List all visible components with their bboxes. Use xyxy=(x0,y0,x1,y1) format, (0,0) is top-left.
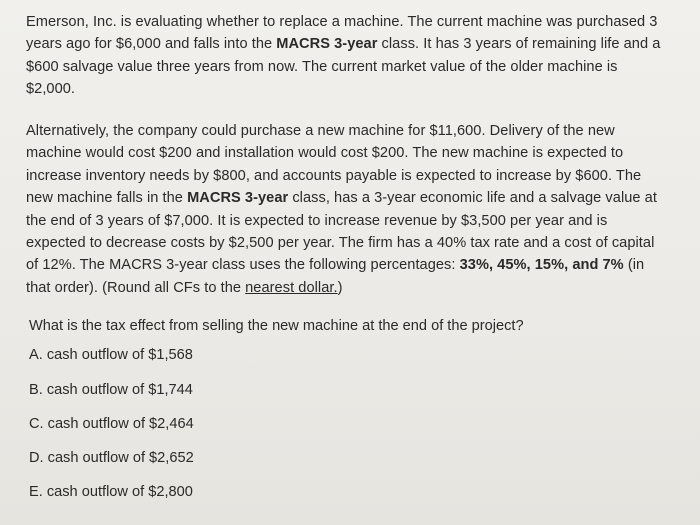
text-run: class, has a 3-year economic life and a salvage value at xyxy=(288,190,657,207)
paragraph-line xyxy=(26,11,686,33)
text-run: $2,000. xyxy=(26,81,76,98)
paragraph-line xyxy=(26,187,686,209)
text-run: machine would cost $200 and installation would cost $200. The new machine is expected to xyxy=(26,145,624,162)
paragraph-line xyxy=(26,210,686,232)
answer-choice-d[interactable]: D. cash outflow of $2,652 xyxy=(29,450,194,466)
paragraph-line xyxy=(26,254,686,276)
text-run: (in xyxy=(623,257,645,274)
answer-choice-b[interactable]: B. cash outflow of $1,744 xyxy=(29,382,193,398)
paragraph-line xyxy=(26,232,686,254)
text-run: class. It has 3 years of remaining life and a xyxy=(377,36,661,53)
text-run: Alternatively, the company could purchase a new machine for $11,600. Delivery of the new xyxy=(26,123,615,139)
text-run: ) xyxy=(337,279,343,296)
text-run: years ago for $6,000 and falls into the xyxy=(26,36,277,53)
paragraph-line xyxy=(26,56,686,78)
problem-paragraph-1 xyxy=(26,11,686,101)
text-run: increase inventory needs by $800, and accounts payable is expected to increase by $600. The xyxy=(26,167,642,184)
paragraph-line xyxy=(26,277,686,299)
question-text: What is the tax effect from selling the new machine at the end of the project? xyxy=(29,318,524,334)
text-run: new machine falls in the xyxy=(26,190,188,207)
emphasis-text: 33%, 45%, 15%, and 7% xyxy=(459,257,624,274)
paragraph-line xyxy=(26,78,686,100)
text-run: $600 salvage value three years from now. The current market value of the older machine is xyxy=(26,58,618,75)
underlined-text: nearest dollar. xyxy=(245,279,338,296)
text-run: of 12%. The MACRS 3-year class uses the following percentages: xyxy=(26,257,460,274)
text-run: Emerson, Inc. is evaluating whether to replace a machine. The current machine was purchased 3 xyxy=(26,14,658,30)
text-run: expected to decrease costs by $2,500 per year. The firm has a 40% tax rate and a cost of capital xyxy=(26,235,655,252)
answer-choice-a[interactable]: A. cash outflow of $1,568 xyxy=(29,347,193,363)
text-run: that order). (Round all CFs to the xyxy=(26,279,246,296)
paragraph-line xyxy=(26,165,686,187)
emphasis-text: MACRS 3-year xyxy=(276,36,378,53)
problem-paragraph-2 xyxy=(26,120,686,299)
paragraph-line xyxy=(26,33,686,55)
answer-choice-c[interactable]: C. cash outflow of $2,464 xyxy=(29,416,194,432)
paragraph-line xyxy=(26,120,686,142)
emphasis-text: MACRS 3-year xyxy=(187,190,289,207)
text-run: the end of 3 years of $7,000. It is expected to increase revenue by $3,500 per year and is xyxy=(26,212,608,229)
paragraph-line xyxy=(26,142,686,164)
answer-choice-e[interactable]: E. cash outflow of $2,800 xyxy=(29,484,193,500)
